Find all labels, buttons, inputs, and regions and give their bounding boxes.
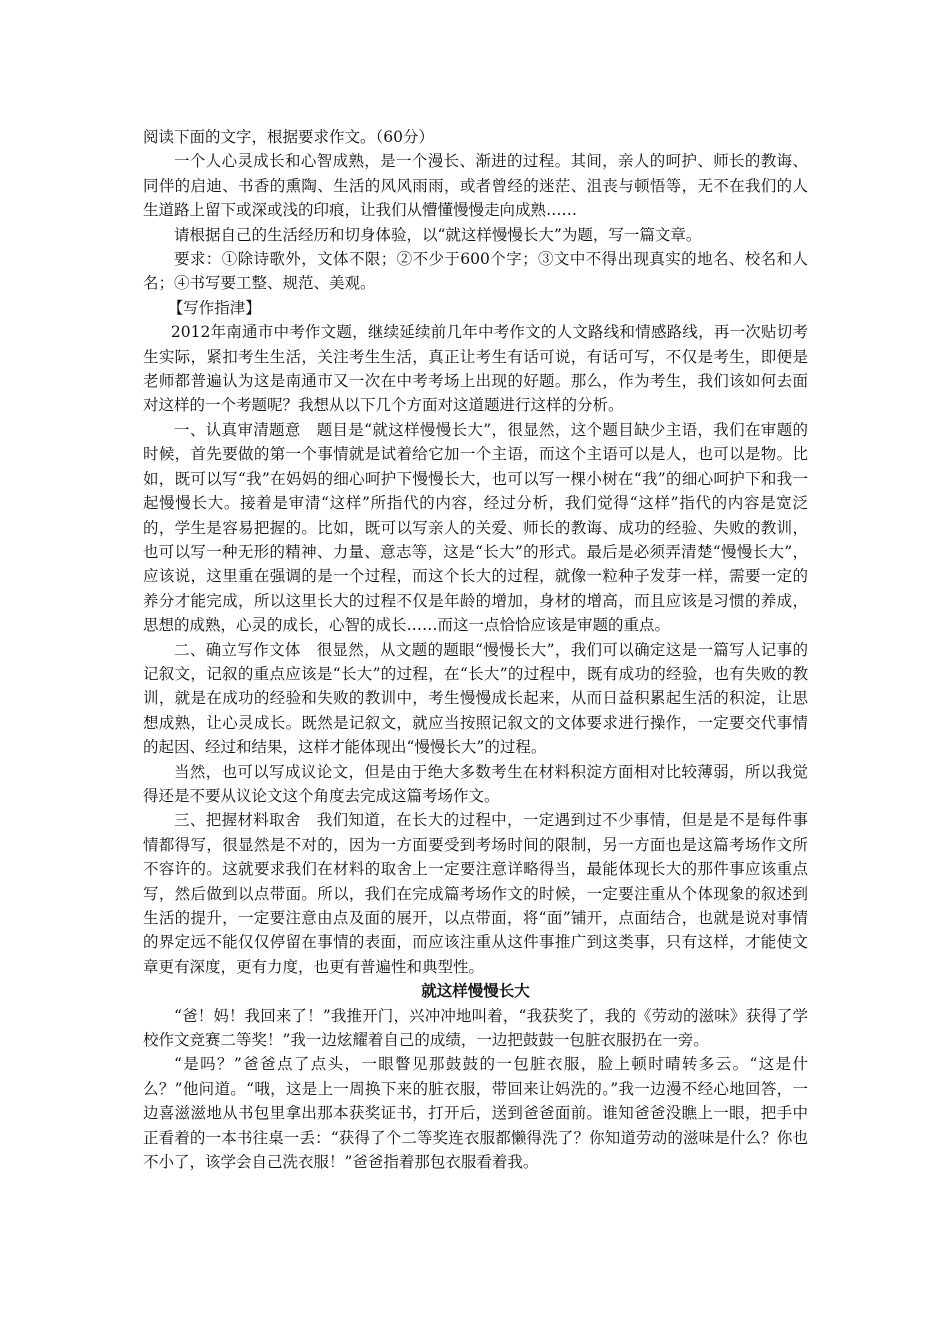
guide-paragraph: 三、把握材料取舍 我们知道，在长大的过程中，一定遇到过不少事情，但是是不是每件事情都得写，很显然是不对的，因为一方面要受到考场时间的限制，另一方面也是这篇考场作文所不容许的。这就要求我们在材料的取舍上一定要注意详略得当，最能体现长大的那件事应该重点写，然后做到以点带面。所以，我们在完成篇考场作文的时候，一定要注重从个体现象的叙述到生活的提升，一定要注意由点及面的展开，以点带面，将“面”铺开，点面结合，也就是说对事情的界定远不能仅仅停留在事情的表面，而应该注重从这件事推广到这类事，只有这样，才能使文章更有深度，更有力度，也更有普遍性和典型性。 [143,811,808,976]
document-page [143,125,808,1174]
prompt-task: 请根据自己的生活经历和切身体验，以“就这样慢慢长大”为题，写一篇文章。 [174,225,702,244]
guide-paragraph: 当然，也可以写成议论文，但是由于绝大多数考生在材料积淀方面相对比较薄弱，所以我觉得还是不要从议论文这个角度去完成这篇考场作文。 [143,762,808,805]
guide-heading: 【写作指津】 [167,298,261,317]
essay-paragraph: “是吗？”爸爸点了点头，一眼瞥见那鼓鼓的一包脏衣服，脸上顿时晴转多云。“这是什么？”他问道。“哦，这是上一周换下来的脏衣服，带回来让妈洗的。”我一边漫不经心地回答，一边喜滋滋地从书包里拿出那本获奖证书，打开后，送到爸爸面前。谁知爸爸没瞧上一眼，把手中正看着的一本书往桌一丢：“获得了个二等奖连衣服都懒得洗了？你知道劳动的滋味是什么？你也不小了，该学会自己洗衣服！”爸爸指着那包衣服看着我。 [143,1055,808,1172]
prompt-material: 一个人心灵成长和心智成熟，是一个漫长、渐进的过程。其间，亲人的呵护、师长的教诲、同伴的启迪、书香的熏陶、生活的风风雨雨，或者曾经的迷茫、沮丧与顿悟等，无不在我们的人生道路上留下或深或浅的印痕，让我们从懵懂慢慢走向成熟…… [143,152,808,220]
guide-paragraph: 2012年南通市中考作文题，继续延续前几年中考作文的人文路线和情感路线，再一次贴切考生实际，紧扣考生生活，关注考生生活，真正让考生有话可说，有话可写，不仅是考生，即便是老师都普遍认为这是南通市又一次在中考考场上出现的好题。那么，作为考生，我们该如何去面对这样的一个考题呢？我想从以下几个方面对这道题进行这样的分析。 [143,323,808,415]
guide-paragraph: 一、认真审清题意 题目是“就这样慢慢长大”，很显然，这个题目缺少主语，我们在审题的时候，首先要做的第一个事情就是试着给它加一个主语，而这个主语可以是人，也可以是物。比如，既可以写“我”在妈妈的细心呵护下慢慢长大，也可以写一棵小树在“我”的细心呵护下和我一起慢慢长大。接着是审清“这样”所指代的内容，经过分析，我们觉得“这样”指代的内容是宽泛的，学生是容易把握的。比如，既可以写亲人的关爱、师长的教诲、成功的经验、失败的教训，也可以写一种无形的精神、力量、意志等，这是“长大”的形式。最后是必须弄清楚“慢慢长大”，应该说，这里重在强调的是一个过程，而这个长大的过程，就像一粒种子发芽一样，需要一定的养分才能完成，所以这里长大的过程不仅是年龄的增加，身材的增高，而且应该是习惯的养成，思想的成熟，心灵的成长，心智的成长……而这一点恰恰应该是审题的重点。 [143,420,808,635]
guide-paragraph: 二、确立写作文体 很显然，从文题的题眼“慢慢长大”，我们可以确定这是一篇写人记事的记叙文，记叙的重点应该是“长大”的过程，在“长大”的过程中，既有成功的经验，也有失败的教训，就是在成功的经验和失败的教训中，考生慢慢成长起来，从而日益积累起生活的积淀，让思想成熟，让心灵成长。既然是记叙文，就应当按照记叙文的文体要求进行操作，一定要交代事情的起因、经过和结果，这样才能体现出“慢慢长大”的过程。 [143,640,808,757]
essay-paragraph: “爸！妈！我回来了！”我推开门，兴冲冲地叫着，“我获奖了，我的《劳动的滋味》获得了学校作文竞赛二等奖！”我一边炫耀着自己的成绩，一边把鼓鼓一包脏衣服扔在一旁。 [143,1006,808,1050]
prompt-intro: 阅读下面的文字，根据要求作文。（60分） [143,128,434,146]
essay-title: 就这样慢慢长大 [421,982,530,1001]
prompt-requirements: 要求：①除诗歌外，文体不限；②不少于600个字；③文中不得出现真实的地名、校名和人名；④书写要工整、规范、美观。 [143,250,808,293]
